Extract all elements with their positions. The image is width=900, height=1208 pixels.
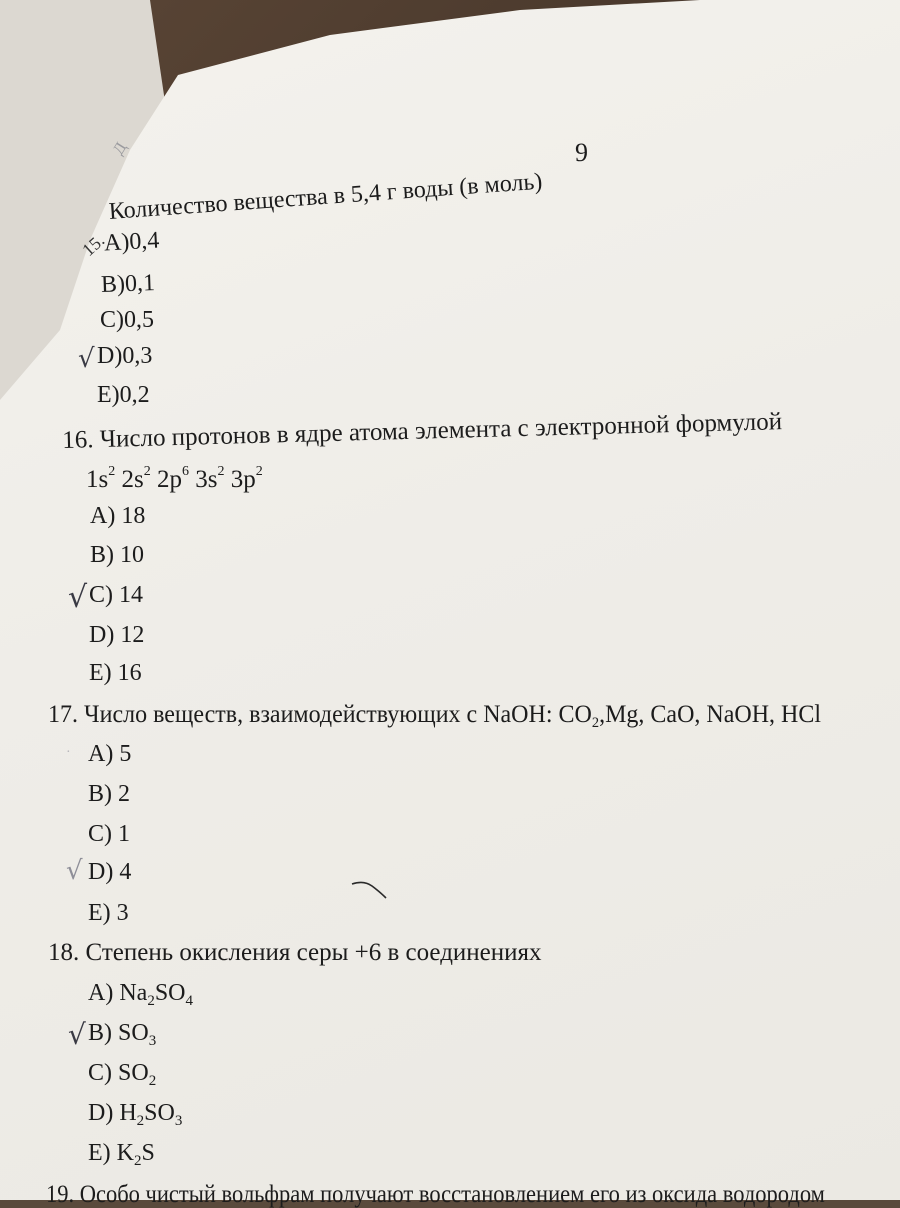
q18-title: 18. Степень окисления серы +6 в соединениях	[48, 939, 542, 966]
faint-pencil-dot: ·	[66, 745, 71, 760]
option-letter: D)	[97, 343, 123, 369]
orbital-1s: $1s^2$	[86, 464, 116, 493]
option-letter: E)	[88, 900, 111, 926]
q18-option-b	[88, 1020, 157, 1049]
orbital-2s: $2s^2$	[121, 464, 151, 493]
q17-option-e	[88, 901, 129, 925]
q17-option-a	[88, 742, 131, 766]
option-text: 0,1	[124, 270, 156, 298]
option-letter: E)	[89, 660, 112, 686]
option-letter: A)	[90, 503, 116, 529]
formula-k2s: $K_2S$	[116, 1140, 155, 1169]
option-text: 0,3	[122, 343, 153, 369]
formula-so2: $SO_2$	[118, 1060, 157, 1089]
option-letter: B)	[88, 1020, 112, 1046]
option-letter: B)	[90, 542, 114, 568]
option-letter: A)	[103, 229, 131, 257]
option-text: 12	[120, 622, 145, 648]
option-text: 18	[121, 503, 146, 529]
option-text: 5	[119, 741, 132, 767]
option-letter: C)	[100, 307, 124, 333]
option-text: 0,4	[128, 227, 160, 256]
option-letter: D)	[89, 622, 115, 648]
option-letter: E)	[88, 1140, 111, 1166]
q18-option-d	[88, 1100, 183, 1129]
q15-title-text: Количество вещества в 5,4 г воды	[107, 174, 455, 225]
option-text: 4	[119, 859, 132, 885]
option-letter: E)	[97, 382, 120, 408]
pencil-squiggle	[350, 878, 390, 902]
q16-title: 16. Число протонов в ядре атома элемента с электронной формулой	[61, 408, 783, 454]
q16-option-e	[89, 661, 142, 685]
q15-unit: (в моль)	[458, 168, 544, 201]
q17-title	[48, 701, 822, 731]
q18-option-a	[88, 980, 193, 1009]
option-text: 16	[117, 660, 142, 686]
q16-option-b	[90, 543, 144, 567]
option-letter: B)	[88, 781, 112, 807]
formula-h2so3: $H_2SO_3$	[119, 1100, 183, 1129]
option-text: 0,2	[119, 382, 150, 408]
q15-check-mark: √	[78, 344, 95, 374]
q17-check-mark: √	[66, 856, 83, 886]
q15-option-e	[97, 383, 150, 407]
option-letter: A)	[88, 980, 114, 1006]
q15-number: 15.	[78, 230, 109, 260]
option-letter: C)	[88, 1060, 112, 1086]
formula-so3: $SO_3$	[118, 1020, 157, 1049]
formula-na2so4: $Na_2SO_4$	[119, 980, 193, 1009]
q16-option-a	[90, 504, 145, 528]
q16-option-d	[89, 623, 144, 647]
underlying-page-mark: Д	[109, 139, 131, 158]
option-letter: A)	[88, 741, 114, 767]
orbital-3s: $3s^2$	[195, 464, 225, 493]
option-text: 10	[120, 542, 144, 568]
option-letter: D)	[88, 1100, 114, 1126]
q16-formula	[86, 465, 263, 492]
q18-check-mark: √	[68, 1018, 86, 1051]
option-text: 2	[118, 781, 130, 807]
option-letter: C)	[88, 821, 112, 847]
option-text: 14	[119, 582, 143, 608]
orbital-2p: $2p^6$	[156, 464, 189, 493]
q17-option-c	[88, 822, 130, 846]
q15-option-a	[103, 229, 160, 256]
q15-option-b	[101, 271, 156, 297]
option-text: 1	[118, 821, 130, 847]
q18-option-e	[88, 1140, 155, 1169]
q18-option-c	[88, 1060, 157, 1089]
q15-option-d	[97, 344, 152, 368]
page-number: 9	[575, 138, 588, 167]
q17-option-b	[88, 782, 130, 806]
option-letter: C)	[89, 582, 113, 608]
option-text: 3	[116, 900, 129, 926]
q16-check-mark: √	[68, 580, 88, 615]
orbital-3p: $3p^2$	[230, 464, 263, 493]
q16-option-c	[89, 583, 143, 607]
q19-title: 19. Особо чистый вольфрам получают восстановлением его из оксида водородом	[46, 1181, 825, 1208]
q17-reagents: NaOH: $CO_2,Mg$, CaO, NaOH, HCl	[483, 701, 822, 731]
option-letter: D)	[88, 859, 114, 885]
q17-title-text: 17. Число веществ, взаимодействующих с	[48, 701, 478, 728]
option-letter: B)	[100, 271, 126, 298]
q17-option-d	[88, 860, 131, 884]
q15-option-c	[100, 308, 154, 332]
option-text: 0,5	[124, 307, 154, 333]
